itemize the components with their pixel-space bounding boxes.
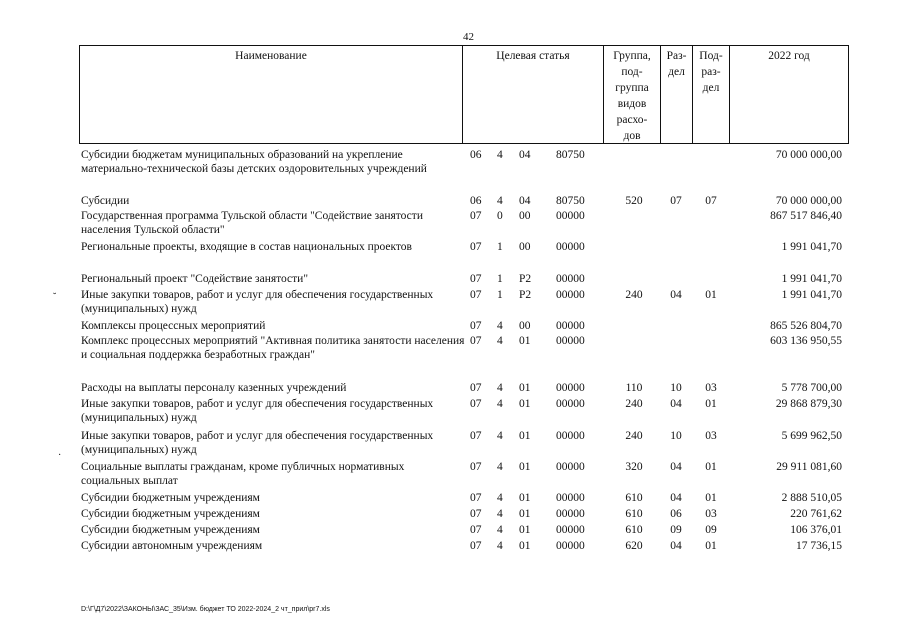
table-row: [0, 288, 905, 315]
row-code-2: 4: [497, 382, 503, 394]
row-podrazdel: 03: [705, 508, 717, 520]
row-razdel: 07: [670, 195, 682, 207]
row-code-3: P2: [519, 273, 532, 285]
row-code-2: 4: [497, 524, 503, 536]
row-code-1: 06: [470, 195, 482, 207]
row-code-4: 00000: [556, 382, 585, 394]
row-group: 520: [625, 195, 643, 207]
table-row: [0, 491, 905, 505]
row-razdel: 10: [670, 430, 682, 442]
row-group: 610: [625, 492, 643, 504]
row-code-2: 1: [497, 241, 503, 253]
header-podrazdel-line: Под-: [699, 50, 723, 62]
row-razdel: 10: [670, 382, 682, 394]
row-podrazdel: 01: [705, 540, 717, 552]
row-amount: 2 888 510,05: [781, 492, 842, 504]
row-code-3: 00: [519, 320, 531, 332]
header-group-line: видов: [617, 98, 647, 110]
table-row: [0, 209, 905, 236]
row-code-2: 4: [497, 430, 503, 442]
row-amount: 5 778 700,00: [781, 382, 842, 394]
row-name: Социальные выплаты гражданам, кроме публичных нормативных социальных выплат: [81, 461, 405, 487]
row-code-1: 07: [470, 540, 482, 552]
row-code-4: 00000: [556, 320, 585, 332]
row-name: Расходы на выплаты персоналу казенных учреждений: [81, 382, 347, 394]
row-amount: 867 517 846,40: [770, 210, 842, 222]
table-row: [0, 523, 905, 537]
header-group: [604, 49, 660, 143]
row-code-4: 00000: [556, 398, 585, 410]
row-name: Субсидии бюджетным учреждениям: [81, 524, 260, 536]
header-target: Целевая статья: [496, 50, 570, 62]
row-code-4: 00000: [556, 524, 585, 536]
row-name: Субсидии автономным учреждениям: [81, 540, 263, 552]
table-row: [0, 429, 905, 456]
row-code-4: 80750: [556, 149, 585, 161]
row-razdel: 04: [670, 492, 682, 504]
row-amount: 603 136 950,55: [770, 335, 842, 347]
row-podrazdel: 01: [705, 289, 717, 301]
header-group-line: расхо-: [616, 114, 648, 126]
row-code-2: 4: [497, 461, 503, 473]
row-code-4: 00000: [556, 461, 585, 473]
row-code-1: 07: [470, 273, 482, 285]
row-code-2: 1: [497, 289, 503, 301]
row-code-3: 01: [519, 492, 531, 504]
row-code-4: 00000: [556, 540, 585, 552]
row-name: Субсидии: [81, 195, 130, 207]
table-row: [0, 507, 905, 521]
table-row: [0, 194, 905, 208]
table-row: [0, 240, 905, 254]
row-code-2: 4: [497, 508, 503, 520]
row-code-2: 1: [497, 273, 503, 285]
table-row: [0, 397, 905, 424]
row-group: 240: [625, 289, 643, 301]
row-code-2: 4: [497, 320, 503, 332]
header-podrazdel: [693, 49, 729, 95]
scan-mark: ˘: [53, 292, 57, 303]
row-code-1: 07: [470, 398, 482, 410]
row-code-1: 07: [470, 210, 482, 222]
row-amount: 17 736,15: [796, 540, 842, 552]
row-name: Иные закупки товаров, работ и услуг для обеспечения государственных (муниципальных) нужд: [81, 289, 434, 315]
header-name: Наименование: [235, 50, 307, 62]
row-amount: 70 000 000,00: [775, 149, 842, 161]
header-razdel-line: дел: [668, 66, 685, 78]
row-code-3: 01: [519, 382, 531, 394]
row-podrazdel: 01: [705, 398, 717, 410]
row-name: Комплексы процессных мероприятий: [81, 320, 266, 332]
header-razdel-line: Раз-: [666, 50, 687, 62]
row-name: Комплекс процессных мероприятий "Активная политика занятости населения и социальная поддержка безработных граждан": [81, 335, 465, 361]
row-name: Субсидии бюджетным учреждениям: [81, 508, 260, 520]
row-code-3: 01: [519, 398, 531, 410]
row-razdel: 04: [670, 398, 682, 410]
row-group: 620: [625, 540, 643, 552]
row-amount: 865 526 804,70: [770, 320, 842, 332]
row-name: Субсидии бюджетам муниципальных образований на укрепление материально-технической базы детских оздоровительных учреждений: [81, 149, 427, 175]
row-code-4: 00000: [556, 289, 585, 301]
row-code-2: 4: [497, 492, 503, 504]
row-name: Государственная программа Тульской области "Содействие занятости населения Тульской области": [81, 210, 423, 236]
row-code-2: 4: [497, 335, 503, 347]
row-podrazdel: 03: [705, 382, 717, 394]
row-code-4: 00000: [556, 241, 585, 253]
header-group-line: Группа,: [613, 50, 651, 62]
table-row: [0, 460, 905, 487]
row-code-3: 00: [519, 210, 531, 222]
row-code-1: 07: [470, 320, 482, 332]
row-name: Субсидии бюджетным учреждениям: [81, 492, 260, 504]
header-podrazdel-line: дел: [702, 82, 720, 94]
row-razdel: 04: [670, 461, 682, 473]
row-name: Иные закупки товаров, работ и услуг для обеспечения государственных (муниципальных) нужд: [81, 430, 434, 456]
row-razdel: 04: [670, 540, 682, 552]
row-code-4: 00000: [556, 430, 585, 442]
row-amount: 29 868 879,30: [775, 398, 842, 410]
row-code-3: P2: [519, 289, 532, 301]
row-code-1: 07: [470, 492, 482, 504]
header-razdel: [661, 49, 692, 79]
row-code-3: 01: [519, 430, 531, 442]
row-podrazdel: 07: [705, 195, 717, 207]
row-name: Региональный проект "Содействие занятости": [81, 273, 309, 285]
header-podrazdel-line: раз-: [701, 66, 721, 78]
row-amount: 29 911 081,60: [776, 461, 842, 473]
row-amount: 1 991 041,70: [781, 273, 842, 285]
row-code-1: 07: [470, 382, 482, 394]
row-amount: 70 000 000,00: [775, 195, 842, 207]
row-code-1: 06: [470, 149, 482, 161]
row-name: Иные закупки товаров, работ и услуг для обеспечения государственных (муниципальных) нужд: [81, 398, 434, 424]
table-row: [0, 381, 905, 395]
row-code-3: 04: [519, 195, 531, 207]
row-podrazdel: 01: [705, 461, 717, 473]
row-group: 610: [625, 508, 643, 520]
row-amount: 5 699 962,50: [781, 430, 842, 442]
header-group-line: под-: [621, 66, 643, 78]
row-group: 110: [625, 382, 643, 394]
row-code-4: 00000: [556, 273, 585, 285]
row-podrazdel: 01: [705, 492, 717, 504]
table-row: [0, 148, 905, 175]
row-code-1: 07: [470, 335, 482, 347]
row-code-3: 01: [519, 540, 531, 552]
row-code-3: 01: [519, 335, 531, 347]
row-code-1: 07: [470, 430, 482, 442]
row-code-3: 04: [519, 149, 531, 161]
row-razdel: 04: [670, 289, 682, 301]
row-podrazdel: 09: [705, 524, 717, 536]
row-name: Региональные проекты, входящие в состав национальных проектов: [81, 241, 412, 253]
file-path-footer: D:\Г\Д7\2022\ЗАКОНЫ\ЗАС_35\Изм. бюджет ТО 2022-2024_2 чт_прил\pr7.xls: [81, 606, 330, 613]
row-code-3: 00: [519, 241, 531, 253]
header-group-line: группа: [615, 82, 649, 94]
table-row: [0, 539, 905, 553]
row-amount: 220 761,62: [790, 508, 842, 520]
table-row: [0, 334, 905, 361]
row-code-1: 07: [470, 289, 482, 301]
row-amount: 1 991 041,70: [781, 241, 842, 253]
row-code-2: 0: [497, 210, 503, 222]
row-code-2: 4: [497, 398, 503, 410]
row-group: 610: [625, 524, 643, 536]
row-code-3: 01: [519, 508, 531, 520]
row-code-1: 07: [470, 241, 482, 253]
row-code-3: 01: [519, 524, 531, 536]
row-code-4: 80750: [556, 195, 585, 207]
row-podrazdel: 03: [705, 430, 717, 442]
row-code-4: 00000: [556, 492, 585, 504]
table-row: [0, 319, 905, 333]
row-code-4: 00000: [556, 210, 585, 222]
row-code-1: 07: [470, 508, 482, 520]
row-razdel: 06: [670, 508, 682, 520]
row-code-4: 00000: [556, 335, 585, 347]
scan-mark: ·: [58, 450, 62, 461]
header-group-line: дов: [623, 130, 641, 142]
page-number: 42: [463, 31, 474, 43]
row-razdel: 09: [670, 524, 682, 536]
row-code-2: 4: [497, 149, 503, 161]
row-code-2: 4: [497, 195, 503, 207]
row-code-4: 00000: [556, 508, 585, 520]
row-amount: 106 376,01: [790, 524, 842, 536]
header-year: 2022 год: [768, 50, 810, 62]
row-code-1: 07: [470, 461, 482, 473]
row-code-3: 01: [519, 461, 531, 473]
row-group: 240: [625, 398, 643, 410]
row-code-2: 4: [497, 540, 503, 552]
row-group: 320: [625, 461, 643, 473]
row-code-1: 07: [470, 524, 482, 536]
table-row: [0, 272, 905, 286]
row-group: 240: [625, 430, 643, 442]
row-amount: 1 991 041,70: [781, 289, 842, 301]
